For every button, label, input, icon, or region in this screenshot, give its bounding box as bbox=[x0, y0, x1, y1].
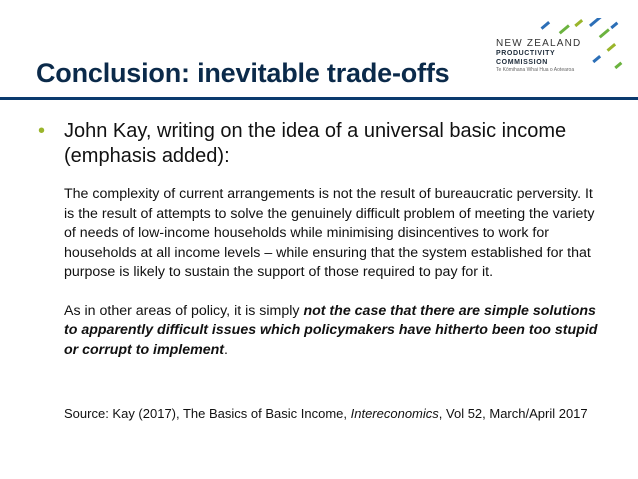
block-quote bbox=[64, 185, 604, 360]
commission-logo bbox=[488, 18, 628, 74]
quote-paragraph-2 bbox=[64, 302, 604, 361]
source-journal: Intereconomics bbox=[350, 406, 439, 421]
slide-title: Conclusion: inevitable trade-offs bbox=[36, 58, 450, 88]
logo-org-name: PRODUCTIVITY COMMISSION bbox=[496, 50, 556, 66]
source-tail: , Vol 52, March/April 2017 bbox=[438, 406, 588, 421]
source-citation bbox=[64, 405, 624, 422]
bullet-text: John Kay, writing on the idea of a universal basic income (emphasis added): bbox=[64, 120, 567, 167]
bullet-dot-icon: • bbox=[38, 120, 46, 142]
quote-p2-lead: As in other areas of policy, it is simply bbox=[64, 302, 304, 319]
logo-maori-name: Te Kōmihana Whai Hua o Aotearoa bbox=[496, 67, 575, 73]
quote-emphasis: not the case that there are simple solutions to apparently difficult issues which policymakers have hitherto been too stupid or corrupt to implement bbox=[64, 302, 598, 358]
quote-paragraph-1: The complexity of current arrangements is not the result of bureaucratic perversity. It is the result of attempts to solve the genuinely difficult problem of meeting the variety of needs of low-income households while minimising disincentives to work for households at all income levels – while ensuring that the system established for that purpose is likely to sustain the support of those required to pay for it. bbox=[64, 186, 595, 280]
logo-country: NEW ZEALAND bbox=[496, 38, 582, 49]
quote-p2-tail: . bbox=[224, 341, 228, 358]
title-divider bbox=[0, 97, 638, 100]
logo-text bbox=[496, 38, 606, 74]
source-lead: Source: Kay (2017), The Basics of Basic Income, bbox=[64, 406, 351, 421]
